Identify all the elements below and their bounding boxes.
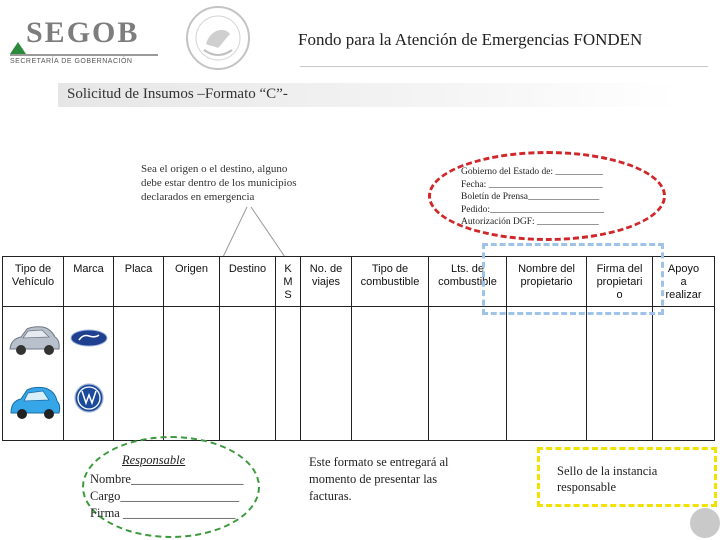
seal-note <box>557 463 657 495</box>
header-apoyo-realizar: Apoyo a realizar <box>653 257 715 307</box>
footer-note-line: Este formato se entregará al <box>309 455 449 469</box>
form-subtitle: Solicitud de Insumos –Formato “C”- <box>67 86 288 102</box>
cell-nombre-propietario <box>507 307 587 441</box>
header-kms: K M S <box>276 257 301 307</box>
cell-no-viajes <box>301 307 352 441</box>
cell-placa <box>114 307 164 441</box>
cell-destino <box>220 307 276 441</box>
vw-logo-icon <box>74 383 104 413</box>
cell-marca <box>64 307 114 441</box>
header-lts-combustible: Lts. de combustible <box>429 257 507 307</box>
car-icon <box>9 383 61 423</box>
header-firma-propietario: Firma del propietari o <box>587 257 653 307</box>
header-destino: Destino <box>220 257 276 307</box>
responsable-cargo: Cargo___________________ <box>90 489 240 503</box>
segob-logo-subtitle: SECRETARÍA DE GOBERNACIÓN <box>10 58 133 65</box>
origin-note-line: declarados en emergencia <box>141 191 255 203</box>
seal-note-line: Sello de la instancia <box>557 464 658 478</box>
header-origen: Origen <box>164 257 220 307</box>
segob-logo-rule <box>10 54 158 56</box>
header-tipo-combustible: Tipo de combustible <box>352 257 429 307</box>
cell-firma-propietario <box>587 307 653 441</box>
responsable-firma: Firma __________________ <box>90 506 236 520</box>
header-marca: Marca <box>64 257 114 307</box>
responsable-fields <box>90 471 243 522</box>
segob-logo-accent <box>10 42 26 54</box>
origin-note <box>141 162 297 204</box>
table-row <box>3 307 715 441</box>
cell-origen <box>164 307 220 441</box>
gov-field-pedido: Pedido:________________________ <box>461 204 605 215</box>
gov-field-fecha: Fecha: ________________________ <box>461 179 603 190</box>
header-placa: Placa <box>114 257 164 307</box>
cell-tipo-vehiculo <box>3 307 64 441</box>
coat-of-arms-icon <box>176 4 260 72</box>
gov-field-autorizacion: Autorización DGF: _____________ <box>461 217 599 227</box>
segob-logo-name: SEGOB <box>26 16 140 49</box>
header-tipo-vehiculo: Tipo de Vehículo <box>3 257 64 307</box>
responsable-nombre: Nombre__________________ <box>90 472 244 486</box>
footer-note-line: facturas. <box>309 489 352 503</box>
origin-note-connector <box>215 205 295 260</box>
corner-decoration <box>690 508 720 538</box>
header-title: Fondo para la Atención de Emergencias FONDEN <box>298 30 643 49</box>
cell-tipo-combustible <box>352 307 429 441</box>
car-icon <box>7 323 61 359</box>
ford-logo-icon <box>70 329 108 347</box>
gov-field-boletin: Boletín de Prensa_______________ <box>461 192 600 202</box>
cell-apoyo-realizar <box>653 307 715 441</box>
footer-note <box>309 454 449 505</box>
header-no-viajes: No. de viajes <box>301 257 352 307</box>
origin-note-line: Sea el origen o el destino, alguno <box>141 163 288 175</box>
origin-note-line: debe estar dentro de los municipios <box>141 177 297 189</box>
owner-columns-highlight <box>482 243 664 315</box>
gov-fields <box>461 166 604 229</box>
cell-lts-combustible <box>429 307 507 441</box>
footer-note-line: momento de presentar las <box>309 472 438 486</box>
responsable-title: Responsable <box>122 453 186 467</box>
header-nombre-propietario: Nombre del propietario <box>507 257 587 307</box>
cell-kms <box>276 307 301 441</box>
seal-note-line: responsable <box>557 480 617 494</box>
gov-field-estado: Gobierno del Estado de: __________ <box>461 167 603 177</box>
header-divider <box>300 66 708 67</box>
segob-logo <box>8 12 168 68</box>
